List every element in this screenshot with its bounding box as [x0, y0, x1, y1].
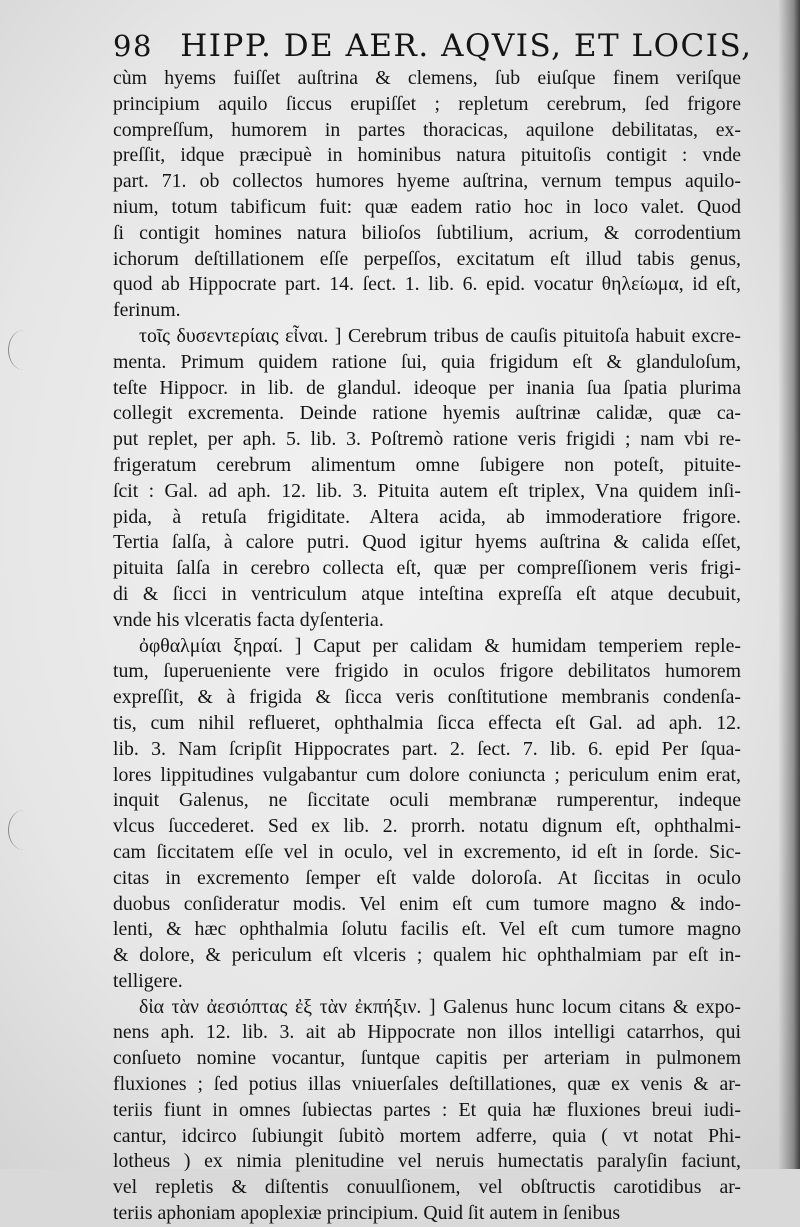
text-line: citas in excremento ſemper eſt valde doloroſa. At ſiccitas in oculo [113, 866, 741, 889]
body-text [113, 66, 741, 1227]
text-line: ſi contigit homines natura bilioſos ſubtilium, acrium, & corrodentium [113, 221, 741, 244]
text-line: expreſſit, & à frigida & ſicca veris conſtitutione membranis condenſa- [113, 686, 741, 709]
text-line: ſcit : Gal. ad aph. 12. lib. 3. Pituita autem eſt triplex, Vna quidem inſi- [113, 479, 741, 502]
text-line: inquit Galenus, ne ſiccitate oculi membranæ rumperentur, indeque [113, 789, 741, 812]
text-line: quod ab Hippocrate part. 14. ſect. 1. lib. 6. epid. vocatur θηλείωμα, id eſt, [113, 273, 741, 296]
margin-bracket-mark [8, 330, 39, 370]
text-line: pituita ſalſa in cerebro collecta eſt, quæ per compreſſionem veris frigi- [113, 557, 741, 580]
text-line: teriis fiunt in omnes ſubiectas partes : Et quia hæ fluxiones breui iudi- [113, 1098, 741, 1121]
text-line: ὀφθαλμίαι ξηραί. ] Caput per calidam & humidam temperiem reple- [139, 634, 741, 657]
text-line: lenti, & hæc ophthalmia ſolutu facilis eſt. Vel eſt cum tumore magno [113, 918, 741, 941]
text-line: lib. 3. Nam ſcripſit Hippocrates part. 2. ſect. 7. lib. 6. epid Per ſqua- [113, 737, 741, 760]
text-line: nium, totum tabificum fuit: quæ eadem ratio hoc in loco valet. Quod [113, 195, 741, 218]
text-line: part. 71. ob collectos humores hyeme auſtrina, vernum tempus aquilo- [113, 170, 741, 193]
text-line: teſte Hippocr. in lib. de glandul. ideoque per inania ſua ſpatia plurima [113, 376, 741, 399]
text-line: vlcus ſuccederet. Sed ex lib. 2. prorrh. notatu dignum eſt, ophthalmi- [113, 815, 741, 838]
text-line: lores lippitudines vulgabantur cum dolore coniuncta ; periculum enim erat, [113, 763, 741, 786]
page-gutter-shadow [778, 0, 800, 1169]
text-line: principium aquilo ſiccus erupiſſet ; repletum cerebrum, ſed frigore [113, 92, 741, 115]
text-line: cantur, idcirco ſubiungit ſubitò mortem adferre, quia ( vt notat Phi- [113, 1124, 741, 1147]
text-line: fluxiones ; ſed potius illas vniuerſales deſtillationes, quæ ex venis & ar- [113, 1073, 741, 1096]
margin-bracket-mark [8, 810, 39, 850]
text-line: lotheus ) ex nimia plenitudine vel neruis humectatis paralyſin faciunt, [113, 1150, 741, 1173]
text-line: cùm hyems fuiſſet auſtrina & clemens, ſub eiuſque finem veriſque [113, 67, 741, 89]
text-line: duobus conſideratur modis. Vel enim eſt cum tumore magno & indo- [113, 892, 741, 915]
text-line: preſſit, idque præcipuè in hominibus natura pituitoſis contigit : vnde [113, 144, 741, 167]
text-line: collegit excrementa. Deinde ratione hyemis auſtrinæ calidæ, quæ ca- [113, 402, 741, 425]
text-line: nens aph. 12. lib. 3. ait ab Hippocrate non illos intelligi catarrhos, qui [113, 1021, 741, 1044]
page-number: 98 [113, 29, 153, 63]
text-line: menta. Primum quidem ratione ſui, quia frigidum eſt & glanduloſum, [113, 350, 741, 373]
text-line: vnde his vlceratis facta dyſenteria. [113, 608, 384, 631]
text-line: pida, à retuſa frigiditate. Altera acida, ab immoderatiore frigore. [113, 505, 741, 528]
text-line: τοῖς δυσεντερίαις εἶναι. ] Cerebrum tribus de cauſis pituitoſa habuit excre- [139, 324, 741, 347]
text-line: put replet, per aph. 5. lib. 3. Poſtremò ratione veris frigidi ; nam vbi re- [113, 428, 741, 451]
text-line: teriis aphoniam apoplexiæ principium. Quid ſit autem in ſenibus [113, 1202, 621, 1225]
text-line: telligere. [113, 969, 183, 992]
running-title: HIPP. DE AER. AQVIS, ET LOCIS, [180, 28, 753, 64]
text-line: ichorum deſtillationem eſſe perpeſſos, excitatum eſt illud tabis genus, [113, 247, 741, 270]
text-line: conſueto nomine vocantur, ſuntque capitis per arteriam in pulmonem [113, 1047, 741, 1070]
text-line: tis, cum nihil reflueret, ophthalmia ſicca effecta eſt Gal. ad aph. 12. [113, 711, 741, 734]
text-line: ferinum. [113, 299, 181, 322]
text-line: compreſſum, humorem in partes thoracicas, aquilone debilitatas, ex- [113, 118, 741, 141]
text-line: δἰα τὰν ἀεσιόπτας ἐξ τὰν ἐκπήξιν. ] Galenus hunc locum citans & expo- [139, 995, 741, 1018]
text-line: frigeratum cerebrum alimentum omne ſubigere non poteſt, pituite- [113, 453, 741, 476]
text-line: tum, ſuperueniente vere frigido in oculos frigore debilitatos humorem [113, 660, 741, 683]
text-line: di & ſicci in ventriculum atque inteſtina expreſſa eſt atque decubuit, [113, 582, 741, 605]
text-line: cam ſiccitatem eſſe vel in oculo, vel in excremento, id eſt in ſorde. Sic- [113, 840, 741, 863]
text-line: Tertia ſalſa, à calore putri. Quod igitur hyems auſtrina & calida eſſet, [113, 531, 741, 554]
text-line: vel repletis & diſtentis conuulſionem, vel obſtructis carotidibus ar- [113, 1176, 741, 1199]
text-line: & dolore, & periculum eſt vlceris ; qualem hic ophthalmiam par eſt in- [113, 944, 741, 967]
